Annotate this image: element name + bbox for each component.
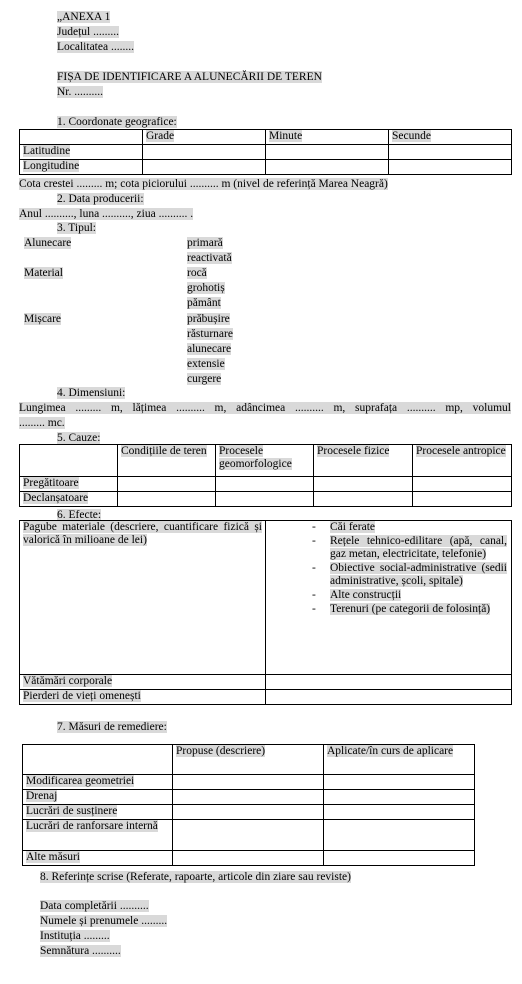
type-label-material: Material <box>24 267 63 279</box>
signature: Semnătura .......... <box>40 945 121 957</box>
causes-table <box>19 444 512 507</box>
col-secunde: Secunde <box>389 130 512 145</box>
type-option: curgere <box>187 373 222 385</box>
row-modificarea: Modificarea geometriei <box>23 775 173 790</box>
effect-item: - Rețele tehnico-edilitare (apă, canal, gaz metan, electricitate, telefonie) <box>310 535 507 561</box>
cell-input[interactable] <box>413 477 512 492</box>
col-antropice: Procesele antropice <box>413 445 512 477</box>
col-minute: Minute <box>266 130 389 145</box>
section-7-heading: 7. Măsuri de remediere: <box>57 721 167 733</box>
section-3-heading: 3. Tipul: <box>57 222 96 234</box>
form-number: Nr. .......... <box>57 86 103 98</box>
row-declansatoare: Declanșatoare <box>20 492 118 507</box>
cell-input[interactable] <box>216 492 314 507</box>
row-alte-masuri: Alte măsuri <box>23 851 173 866</box>
type-label-miscare: Mișcare <box>24 313 62 325</box>
type-label-alunecare: Alunecare <box>24 237 72 249</box>
type-option: reactivată <box>187 252 232 264</box>
cell-input[interactable] <box>314 477 413 492</box>
cell-input[interactable] <box>266 145 389 160</box>
cell-input[interactable] <box>118 492 216 507</box>
row-sustinere: Lucrări de susținere <box>23 805 173 820</box>
annex-title: „ANEXA 1 <box>57 11 111 23</box>
type-option: pământ <box>187 297 221 309</box>
cell-input[interactable] <box>266 160 389 175</box>
cell-input[interactable] <box>324 805 475 820</box>
institution: Instituția ......... <box>40 930 110 942</box>
col-fizice: Procesele fizice <box>314 445 413 477</box>
cell-input[interactable] <box>143 160 266 175</box>
section-5-heading: 5. Cauze: <box>57 432 101 444</box>
col-aplicate: Aplicate/în curs de aplicare <box>324 745 475 775</box>
cell-input[interactable] <box>389 160 512 175</box>
type-option: răsturnare <box>187 328 233 340</box>
col-grade: Grade <box>143 130 266 145</box>
cell-input[interactable] <box>173 820 324 851</box>
cell-input[interactable] <box>266 690 512 705</box>
cell-input[interactable] <box>173 851 324 866</box>
completion-date: Data completării .......... <box>40 900 149 912</box>
section-4-heading: 4. Dimensiuni: <box>57 387 126 399</box>
row-latitudine: Latitudine <box>20 145 143 160</box>
date-line: Anul .........., luna .........., ziua .......... . <box>19 208 194 220</box>
type-option: extensie <box>187 358 225 370</box>
remediation-table <box>22 744 475 866</box>
effect-item: - Obiective social-administrative (sedii administrative, școli, spitale) <box>310 562 507 588</box>
section-2-heading: 2. Data producerii: <box>57 193 144 205</box>
cell-input[interactable] <box>173 775 324 790</box>
type-option: primară <box>187 237 223 249</box>
row-longitudine: Longitudine <box>20 160 143 175</box>
effects-list <box>310 521 507 616</box>
row-ranforsare: Lucrări de ranforsare internă <box>23 820 173 851</box>
cell-input[interactable] <box>314 492 413 507</box>
type-option: rocă <box>187 267 207 279</box>
type-option: alunecare <box>187 343 232 355</box>
cell-input[interactable] <box>324 820 475 851</box>
county-field: Județul ......... <box>57 26 119 38</box>
cell-input[interactable] <box>389 145 512 160</box>
cell-input[interactable] <box>143 145 266 160</box>
cell-input[interactable] <box>324 851 475 866</box>
full-name: Numele și prenumele ......... <box>40 915 168 927</box>
pagube-materiale: Pagube materiale (descriere, cuantificare fizică și valorică în milioane de lei) <box>20 521 266 675</box>
locality-field: Localitatea ........ <box>57 41 134 53</box>
type-option: prăbușire <box>187 313 230 325</box>
dimensions-line: Lungimea ......... m, lățimea .......... m, adâncimea .......... m, suprafața .......... mp, volumul <box>19 402 511 414</box>
cell-input[interactable] <box>173 790 324 805</box>
coordinates-table <box>19 129 512 175</box>
effect-item: - Alte construcții <box>310 589 507 602</box>
section-8-heading: 8. Referințe scrise (Referate, rapoarte, articole din ziare sau reviste) <box>40 871 351 883</box>
row-vatamari: Vătămări corporale <box>20 675 266 690</box>
cell-input[interactable] <box>266 675 512 690</box>
col-geomorfologice: Procesele geomorfologice <box>216 445 314 477</box>
cell-input[interactable] <box>413 492 512 507</box>
altitude-line: Cota crestei ......... m; cota piciorului .......... m (nivel de referință Marea Neagră) <box>19 178 388 190</box>
effect-item: - Terenuri (pe categorii de folosință) <box>310 603 507 616</box>
col-propuse: Propuse (descriere) <box>173 745 324 775</box>
dimensions-line-2: ......... mc. <box>19 417 65 429</box>
effects-table <box>19 520 512 705</box>
cell-input[interactable] <box>118 477 216 492</box>
cell-input[interactable] <box>173 805 324 820</box>
cell-input[interactable] <box>324 775 475 790</box>
form-title: FIȘA DE IDENTIFICARE A ALUNECĂRII DE TEREN <box>57 71 322 83</box>
section-6-heading: 6. Efecte: <box>57 509 102 521</box>
type-option: grohotiș <box>187 282 225 294</box>
col-conditii: Condițiile de teren <box>118 445 216 477</box>
section-1-heading: 1. Coordonate geografice: <box>57 116 177 128</box>
row-drenaj: Drenaj <box>23 790 173 805</box>
row-pierderi: Pierderi de vieți omenești <box>20 690 266 705</box>
cell-input[interactable] <box>324 790 475 805</box>
effect-item: - Căi ferate <box>310 521 507 534</box>
cell-input[interactable] <box>216 477 314 492</box>
row-pregatitoare: Pregătitoare <box>20 477 118 492</box>
